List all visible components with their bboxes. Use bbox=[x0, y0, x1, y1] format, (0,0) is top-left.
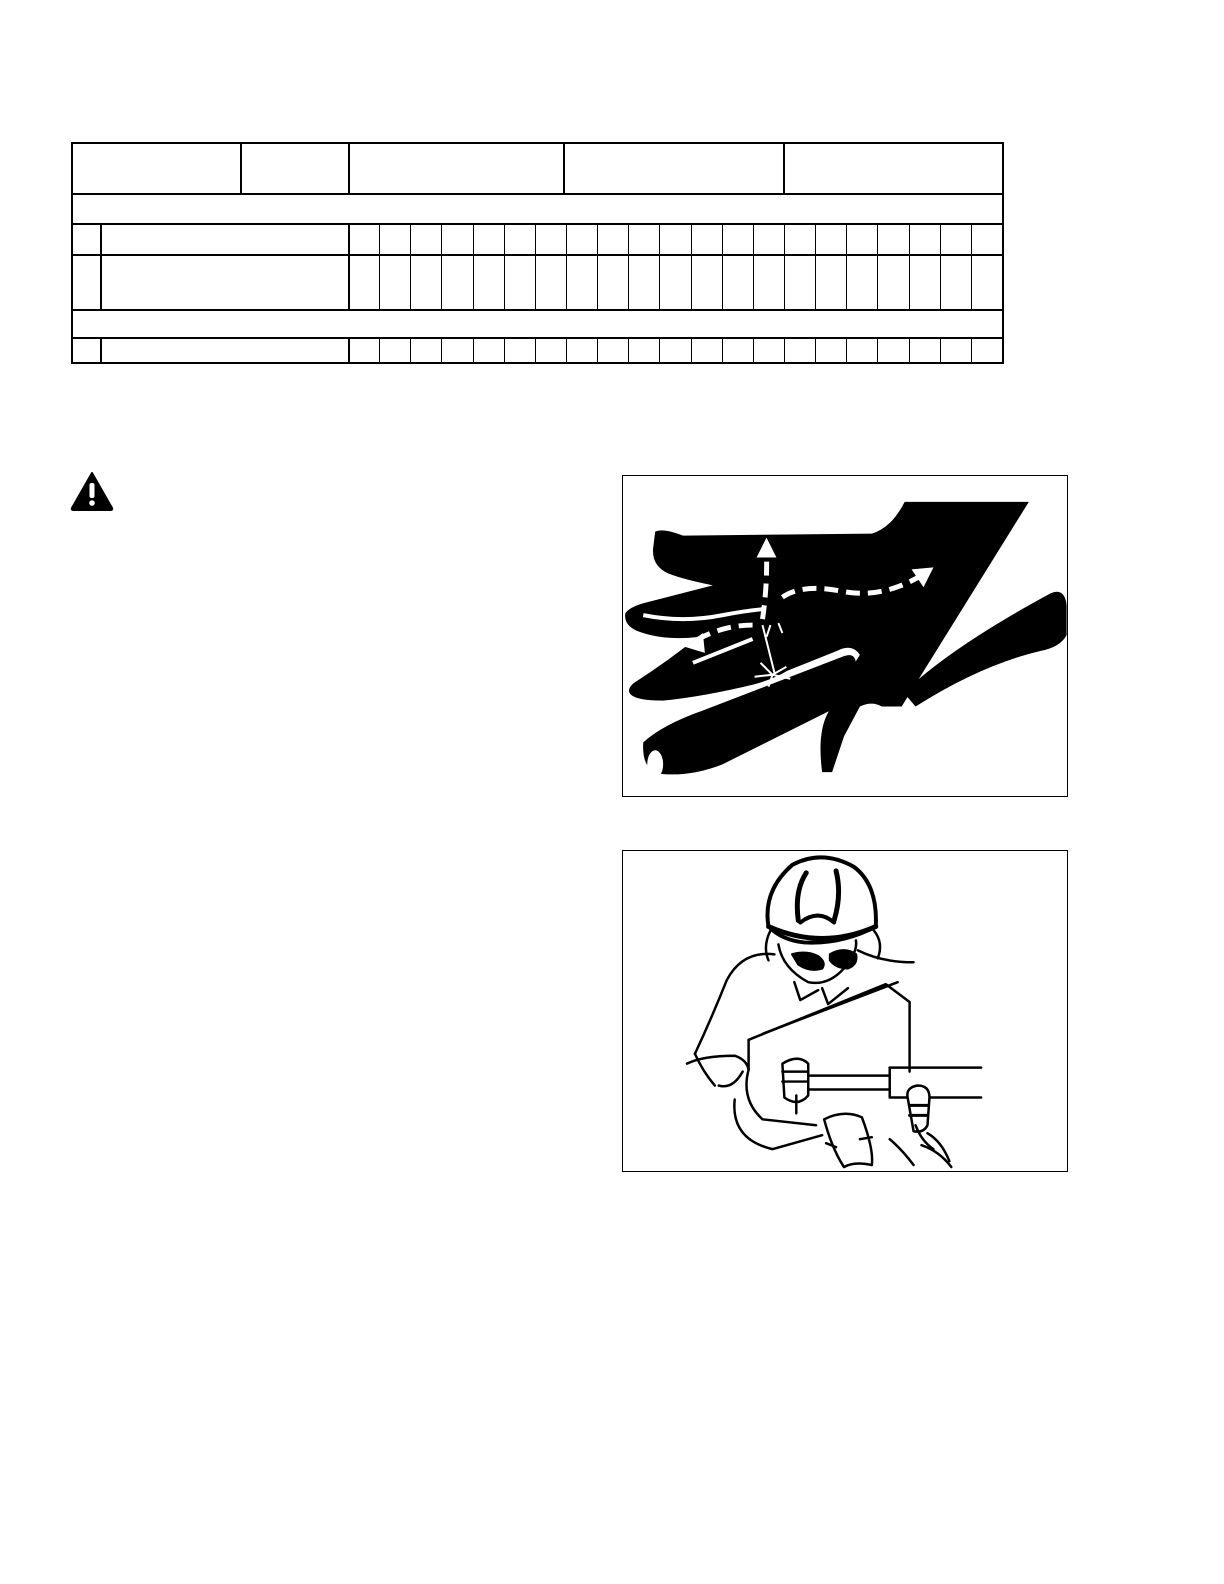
interval-column-divider bbox=[691, 337, 692, 364]
interval-column-divider bbox=[846, 337, 847, 364]
header-column-divider bbox=[563, 144, 565, 193]
interval-column-divider bbox=[379, 223, 380, 309]
hydraulic-fluid-injection-illustration bbox=[622, 475, 1068, 797]
interval-column-divider bbox=[535, 223, 536, 309]
interval-column-divider bbox=[722, 223, 723, 309]
interval-column-divider bbox=[971, 223, 972, 309]
interval-column-divider bbox=[410, 223, 411, 309]
interval-column-divider bbox=[659, 337, 660, 364]
interval-column-divider bbox=[753, 337, 754, 364]
item-number-divider bbox=[100, 223, 102, 309]
table-row-divider bbox=[73, 309, 1002, 311]
interval-column-divider bbox=[691, 223, 692, 309]
interval-column-divider bbox=[722, 337, 723, 364]
interval-column-divider bbox=[940, 223, 941, 309]
header-column-divider bbox=[783, 144, 785, 193]
interval-column-divider bbox=[473, 223, 474, 309]
interval-column-divider bbox=[504, 337, 505, 364]
interval-column-divider bbox=[535, 337, 536, 364]
table-row-divider bbox=[73, 254, 1002, 256]
interval-column-divider bbox=[473, 337, 474, 364]
table-section-divider bbox=[73, 337, 1002, 339]
interval-column-divider bbox=[379, 337, 380, 364]
interval-column-divider bbox=[909, 337, 910, 364]
table-header-divider bbox=[73, 193, 1002, 195]
interval-column-divider bbox=[846, 223, 847, 309]
warning-triangle-icon bbox=[70, 471, 114, 511]
interval-column-divider bbox=[628, 337, 629, 364]
interval-column-divider bbox=[659, 223, 660, 309]
interval-column-divider bbox=[566, 337, 567, 364]
interval-column-divider bbox=[815, 223, 816, 309]
maintenance-schedule-table bbox=[71, 142, 1004, 364]
interval-column-divider bbox=[597, 337, 598, 364]
interval-column-divider bbox=[597, 223, 598, 309]
table-section-divider bbox=[73, 223, 1002, 225]
interval-column-divider bbox=[909, 223, 910, 309]
interval-column-divider bbox=[940, 337, 941, 364]
interval-column-divider bbox=[628, 223, 629, 309]
cleaning-hydraulic-fitting-illustration bbox=[622, 850, 1068, 1172]
header-column-divider bbox=[348, 144, 350, 193]
interval-column-divider bbox=[971, 337, 972, 364]
interval-column-divider bbox=[784, 223, 785, 309]
item-description-divider bbox=[348, 223, 350, 309]
header-column-divider bbox=[240, 144, 242, 193]
item-description-divider bbox=[348, 337, 350, 364]
interval-column-divider bbox=[877, 223, 878, 309]
interval-column-divider bbox=[877, 337, 878, 364]
interval-column-divider bbox=[410, 337, 411, 364]
interval-column-divider bbox=[441, 223, 442, 309]
interval-column-divider bbox=[441, 337, 442, 364]
interval-column-divider bbox=[566, 223, 567, 309]
item-number-divider bbox=[100, 337, 102, 364]
interval-column-divider bbox=[815, 337, 816, 364]
interval-column-divider bbox=[504, 223, 505, 309]
interval-column-divider bbox=[753, 223, 754, 309]
interval-column-divider bbox=[784, 337, 785, 364]
